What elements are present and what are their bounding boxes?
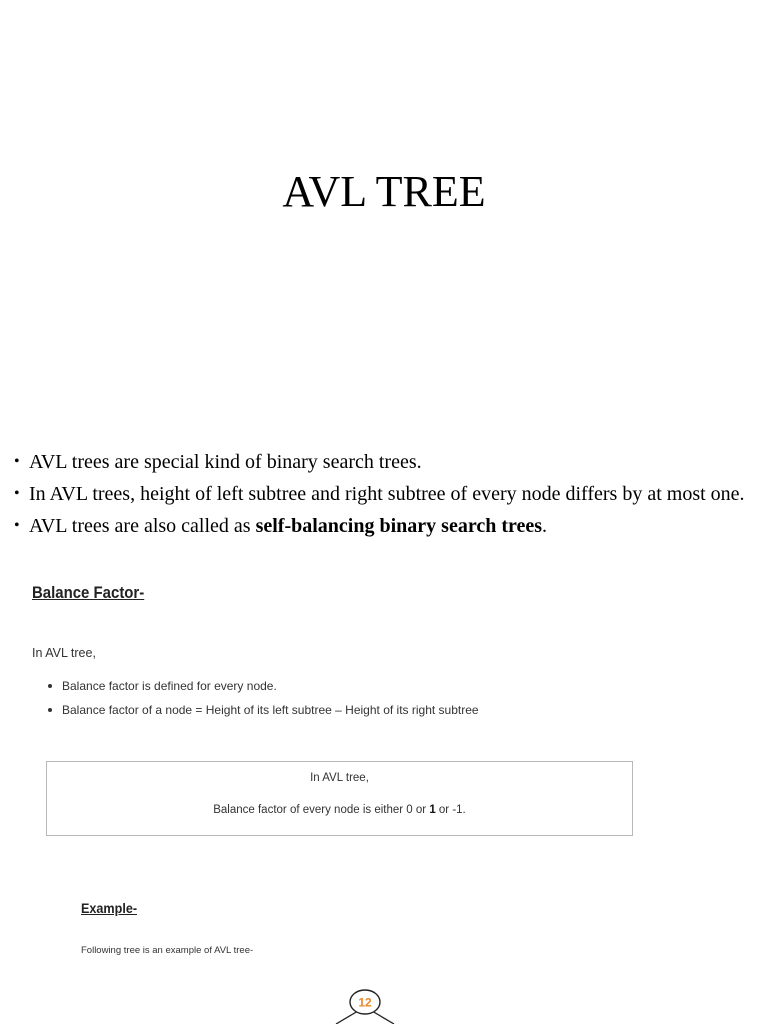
page-title: AVL TREE <box>282 167 486 216</box>
list-item: Balance factor of a node = Height of its left subtree – Height of its right subtree <box>48 701 479 719</box>
rule-box-text-before: Balance factor of every node is either 0 or <box>213 804 430 816</box>
bullet-dot: • <box>14 485 20 502</box>
bullet-dot: • <box>14 453 20 470</box>
rule-box-line2 <box>47 804 632 816</box>
bullet-text-bold: self-balancing binary search trees <box>255 515 543 537</box>
bullet-text: In AVL trees, height of left subtree and right subtree of every node differs by at most one. <box>29 483 745 505</box>
balance-factor-rule-box <box>46 761 633 836</box>
bullet-text: AVL trees are special kind of binary search trees. <box>29 451 422 473</box>
bullet-item <box>14 450 754 474</box>
balance-factor-heading: Balance Factor- <box>32 583 145 602</box>
tree-root-node-label: 12 <box>358 995 372 1010</box>
example-heading: Example- <box>81 900 138 916</box>
intro-bullet-list <box>14 450 754 546</box>
balance-factor-list <box>48 677 479 725</box>
rule-box-text-after: or -1. <box>435 804 466 816</box>
tree-edge-left <box>336 1011 358 1024</box>
bullet-dot: • <box>14 517 20 534</box>
rule-box-line1: In AVL tree, <box>310 772 369 784</box>
list-item: Balance factor is defined for every node. <box>48 677 479 695</box>
balance-factor-intro: In AVL tree, <box>32 646 96 660</box>
rule-box-text-bold: 1 <box>429 804 436 816</box>
bullet-item <box>14 514 754 538</box>
tree-edge-right <box>372 1011 394 1024</box>
example-description: Following tree is an example of AVL tree- <box>81 945 254 956</box>
avl-tree-diagram <box>330 985 400 1024</box>
bullet-text-before: AVL trees are also called as <box>29 515 256 537</box>
bullet-item <box>14 482 754 506</box>
bullet-text-after: . <box>542 515 548 537</box>
